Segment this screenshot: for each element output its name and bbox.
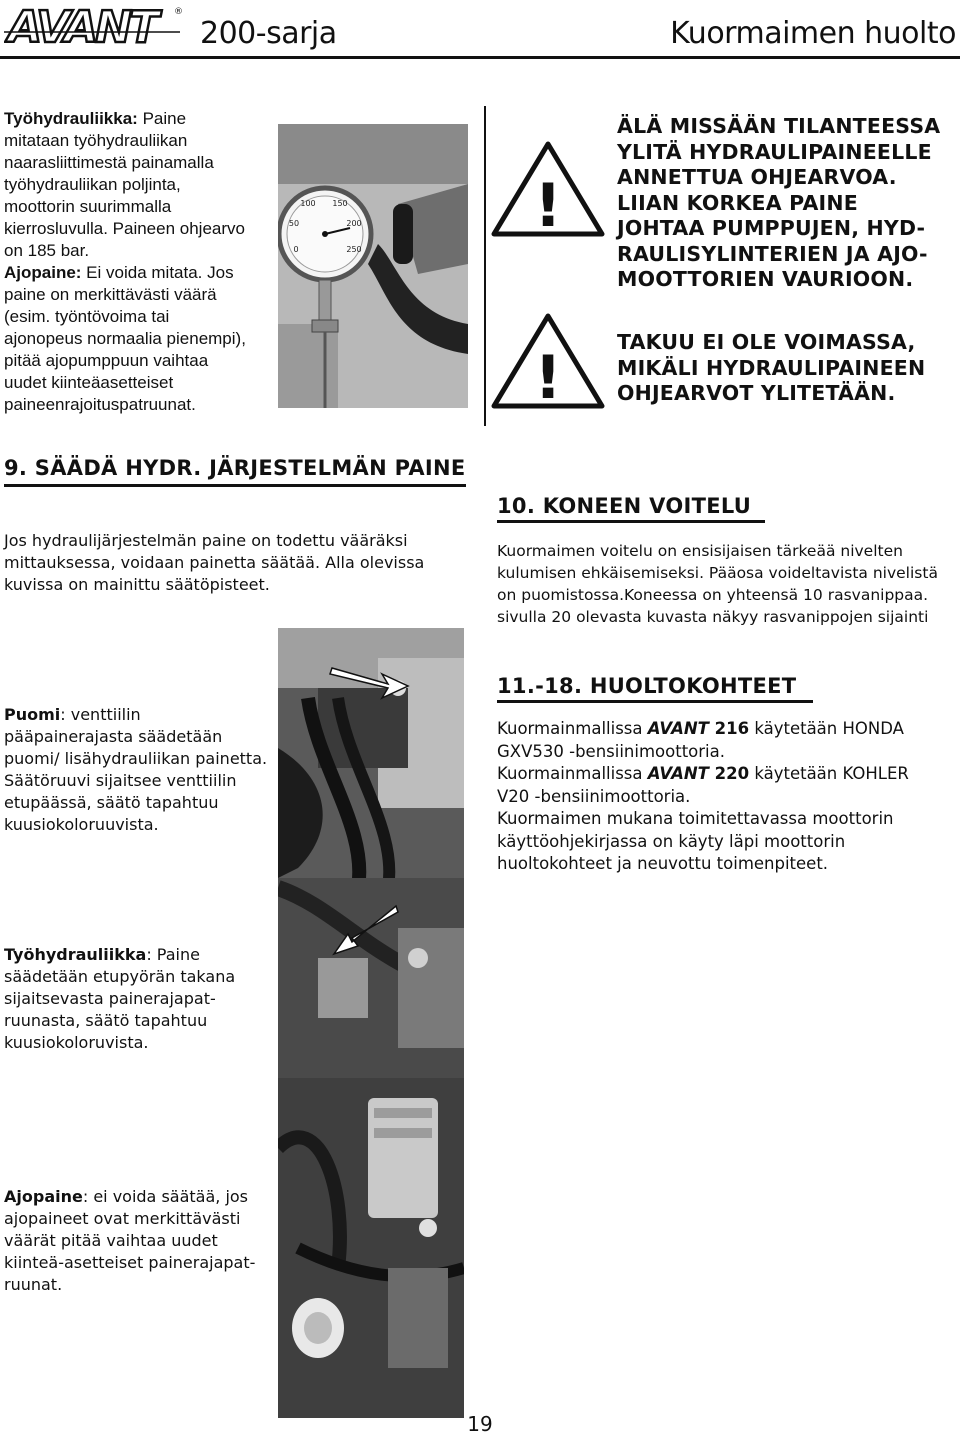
gauge-tick: 200 <box>346 219 362 228</box>
section-11-18-rule <box>497 700 813 703</box>
section-10-rule <box>497 520 765 523</box>
avant-brand: AVANT <box>647 719 709 738</box>
section-9-rule <box>4 484 466 487</box>
section-11-18-heading: 11.-18. HUOLTOKOHTEET <box>497 674 797 698</box>
svg-text:!: ! <box>534 171 562 238</box>
gauge-tick: 0 <box>293 245 299 254</box>
svg-text:!: ! <box>534 343 562 410</box>
gauge-tick: 150 <box>332 199 348 208</box>
hydraulic-valves-photo <box>278 628 464 1418</box>
section-10-heading: 10. KONEEN VOITELU <box>497 494 752 518</box>
section-10-body: Kuormaimen voitelu on ensisijaisen tärkeää nivelten kulumisen ehkäisemiseksi. Pääosa voideltavista nivelistä on puomistossa.Koneessa on yhteensä 10 rasvanippaa. sivulla 20 olevasta kuvasta näkyy rasvanippojen sijainti <box>497 542 938 626</box>
warning-pressure-text: ÄLÄ MISSÄÄN TILANTEESSA YLITÄ HYDRAULIPAINEELLE ANNETTUA OHJEARVOA. LIIAN KORKEA PAINE JOHTAA PUMPPUJEN, HYD- RAULISYLINTERIEN JA AJO- MOOTTORIEN VAURIOON. <box>617 114 941 291</box>
label-ajopaine: Ajopaine <box>4 1187 83 1206</box>
page-number: 19 <box>467 1412 493 1436</box>
pressure-gauge-photo <box>278 124 468 408</box>
section-9-heading: 9. SÄÄDÄ HYDR. JÄRJESTELMÄN PAINE <box>4 456 466 480</box>
gauge-tick: 100 <box>300 199 316 208</box>
section-9-body: Jos hydraulijärjestelmän paine on todettu vääräksi mittauksessa, voidaan painetta säätää. Alla olevissa kuvissa on mainittu säätöpisteet. <box>4 531 425 594</box>
series-title: 200-sarja <box>200 16 337 51</box>
label-puomi: Puomi <box>4 705 61 724</box>
label-ajopaine: Ajopaine: <box>4 263 82 282</box>
svg-text:®: ® <box>174 7 183 17</box>
warning-warranty-text: TAKUU EI OLE VOIMASSA, MIKÄLI HYDRAULIPAINEEN OHJEARVOT YLITETÄÄN. <box>617 330 926 405</box>
ajopaine-caption: Ajopaine: ei voida säätää, jos ajopaineet ovat merkittävästi väärät pitää vaihtaa uudet kiinteä-asetteiset painerajapat- ruunat. <box>4 1187 256 1294</box>
tyohydrauliikka-caption: Työhydrauliikka: Paine säädetään etupyörän takana sijaitsevasta painerajapat- ruunasta, säätö tapahtuu kuusiokoloruvista. <box>4 945 236 1052</box>
gauge-tick: 250 <box>346 245 362 254</box>
section-title: Kuormaimen huolto <box>670 16 956 51</box>
gauge-tick: 50 <box>288 219 300 228</box>
label-tyohydrauliikka: Työhydrauliikka <box>4 945 147 964</box>
svg-text:AVANT: AVANT <box>8 2 157 48</box>
column-divider <box>484 106 486 426</box>
header-rule <box>0 56 960 59</box>
avant-brand: AVANT <box>647 764 709 783</box>
section-11-18-body: Kuormainmallissa AVANT 216 käytetään HONDA GXV530 -bensiinimoottoria. Kuormainmallissa AVANT 220 käytetään KOHLER V20 -bensiinimoottoria. Kuormaimen mukana toimitettavassa moottorin käyttöohjekirjassa on käyty läpi moottorin huoltokohteet ja neuvottu toimenpiteet. <box>497 719 909 873</box>
label-tyohydrauliikka: Työhydrauliikka: <box>4 109 138 128</box>
warning-triangle-icon <box>490 312 606 410</box>
avant-logo <box>4 2 184 48</box>
puomi-caption: Puomi: venttiilin pääpainerajasta säädetään puomi/ lisähydrauliikan painetta. Säätöruuvi sijaitsee venttiilin etupäässä, säätö tapahtuu kuusiokoloruuvista. <box>4 705 268 834</box>
pressure-measure-text: Työhydrauliikka: Paine mitataan työhydrauliikan naarasliittimestä painamalla työhydrauliikan poljinta, moottorin suurimmalla kierrosluvulla. Paineen ohjearvo on 185 bar. Ajopaine: Ei voida mitata. Jos paine on merkittävästi väärä (esim. työntövoima tai ajonopeus normaalia pienempi), pitää ajopumppuun vaihtaa uudet kiinteäasetteiset paineenrajoituspatruunat. <box>4 109 246 414</box>
warning-triangle-icon <box>490 140 606 238</box>
